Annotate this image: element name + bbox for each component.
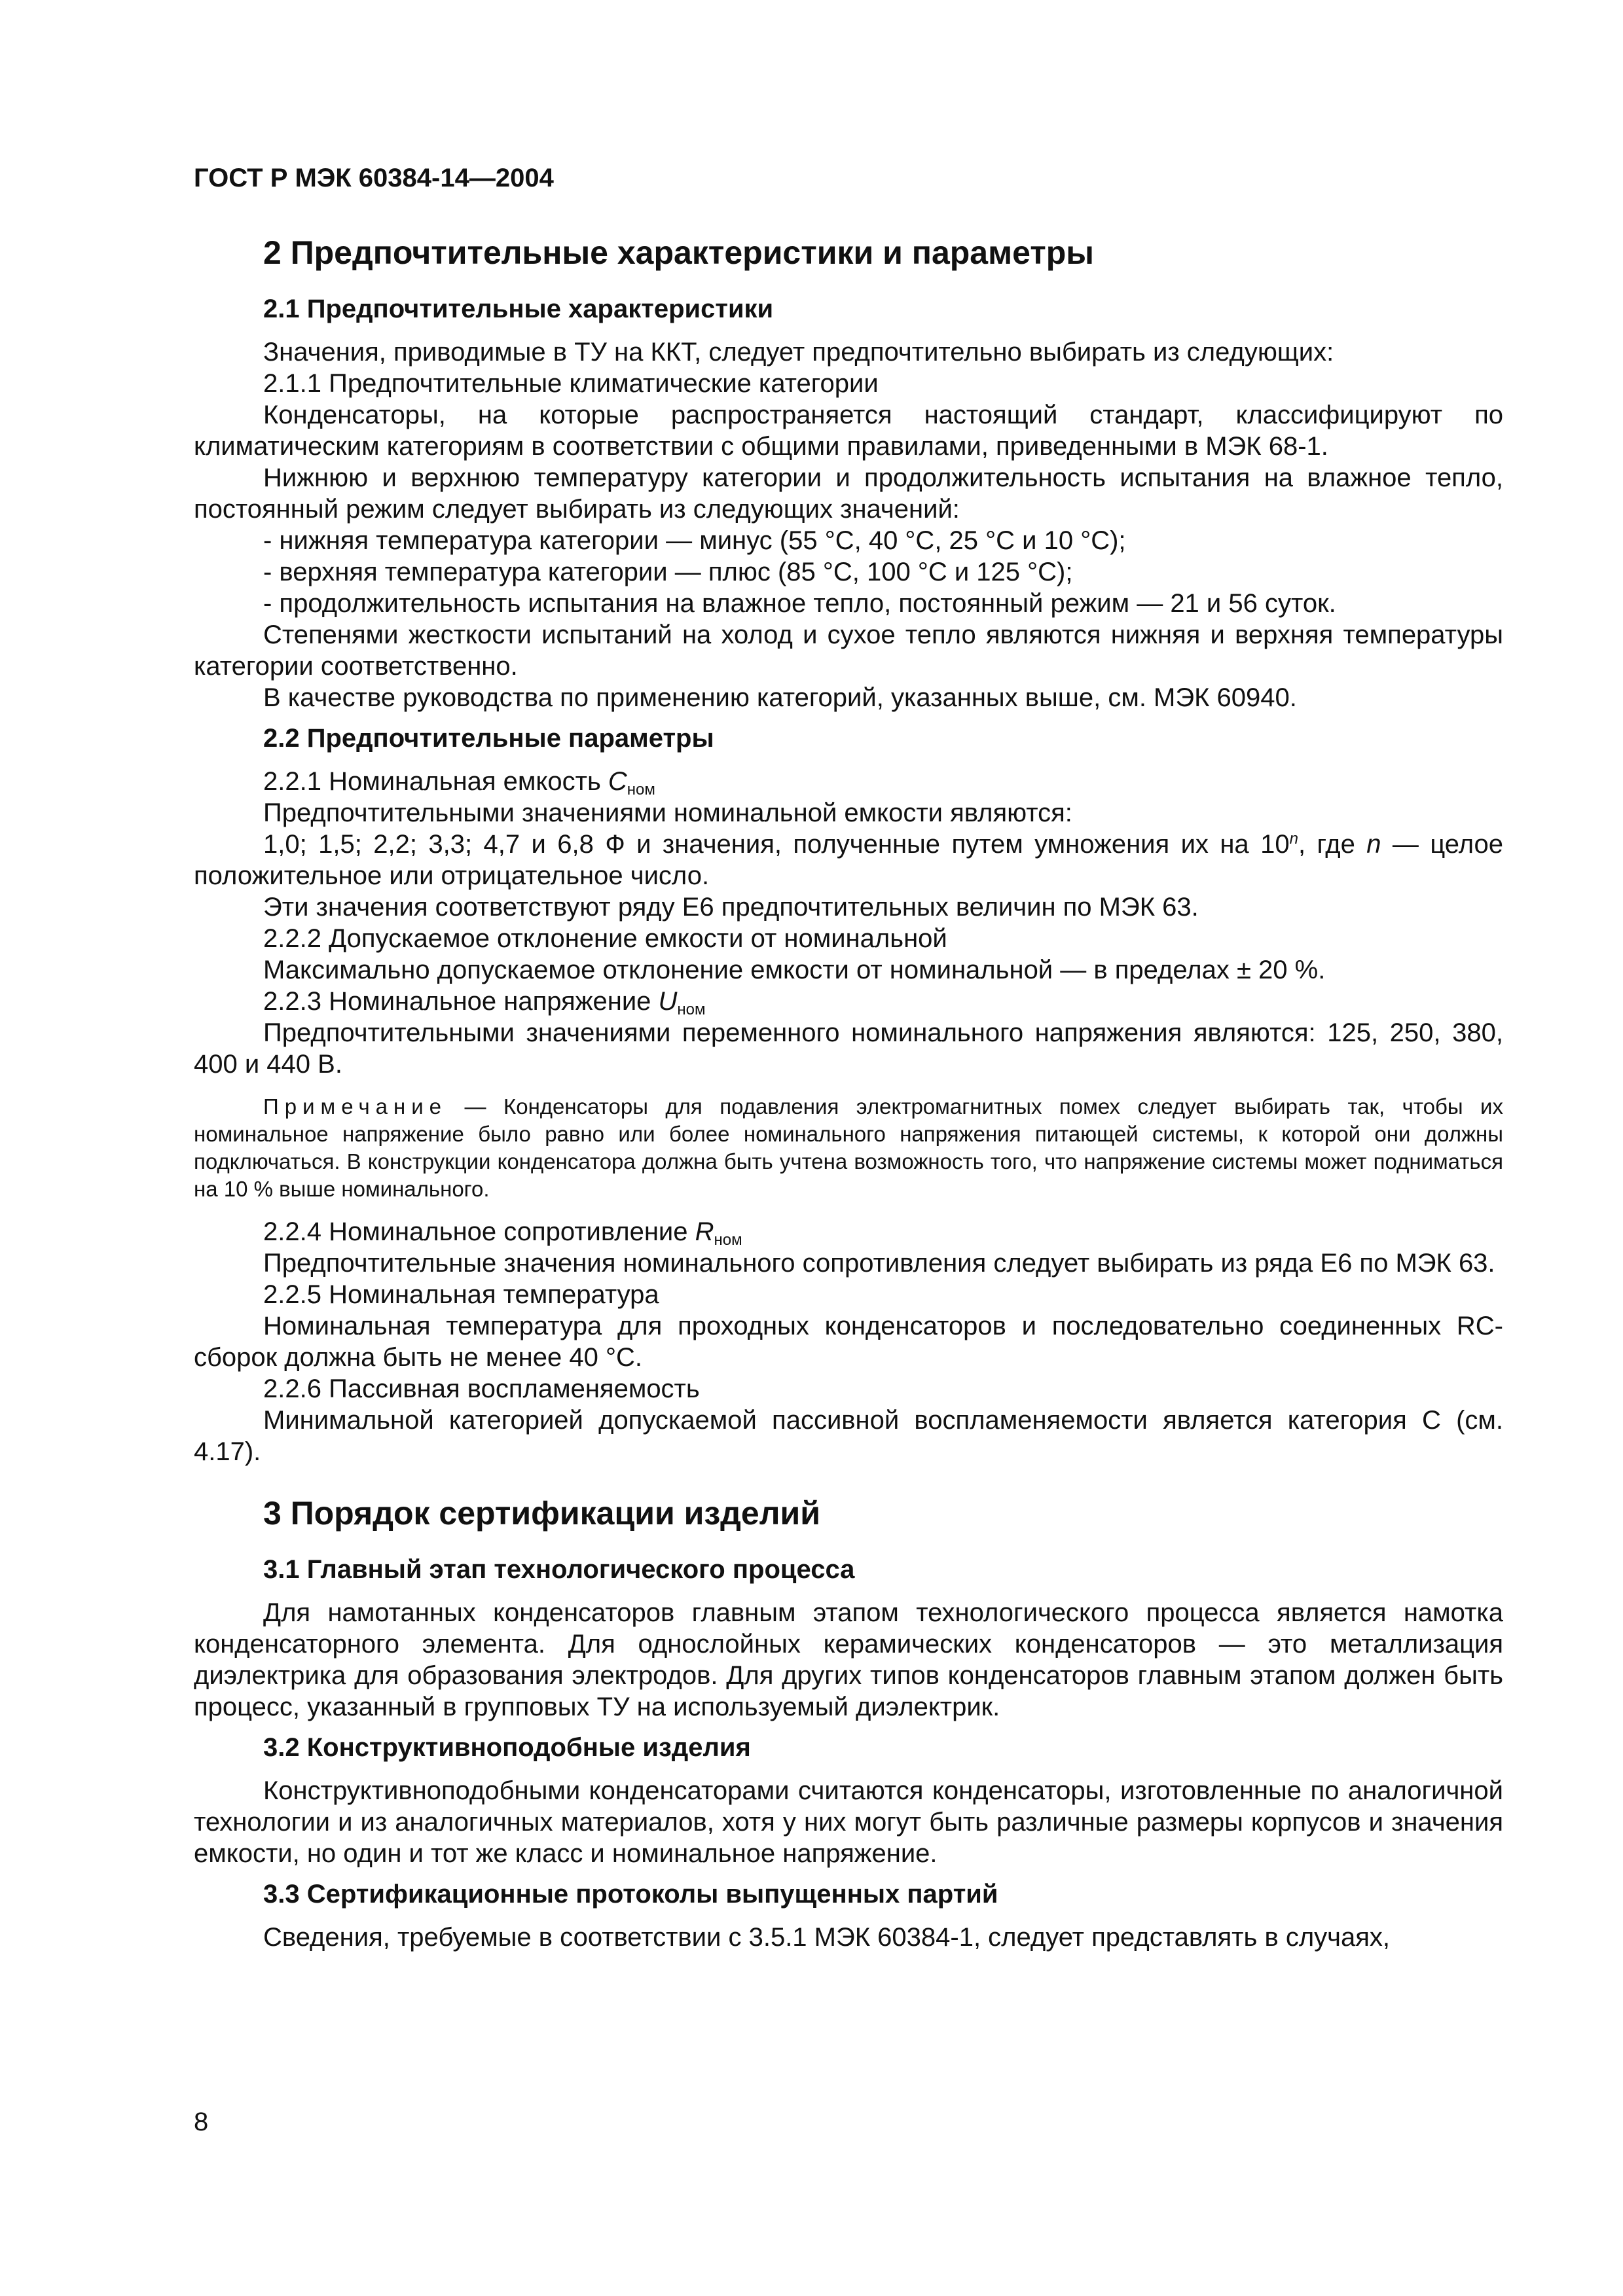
subsection-2-1-title: 2.1 Предпочтительные характеристики xyxy=(263,295,774,323)
clause-2-2-1 xyxy=(194,766,1503,797)
symbol: n xyxy=(1366,830,1381,859)
list-item: - верхняя температура категории — плюс (85 °С, 100 °С и 125 °С); xyxy=(263,558,1073,586)
paragraph: Конденсаторы, на которые распространяется настоящий стандарт, классифицируют по климатическим категориям в соответствии с общими правилами, приведенными в МЭК 68-1. xyxy=(194,401,1503,461)
clause-2-2-6: 2.2.6 Пассивная воспламеняемость xyxy=(263,1374,700,1403)
list-item: - продолжительность испытания на влажное тепло, постоянный режим — 21 и 56 суток. xyxy=(263,589,1336,618)
subscript: ном xyxy=(714,1231,742,1249)
paragraph: Предпочтительные значения номинального сопротивления следует выбирать из ряда Е6 по МЭК 63. xyxy=(263,1249,1495,1278)
list-item: - нижняя температура категории — минус (55 °С, 40 °С, 25 °С и 10 °С); xyxy=(263,526,1126,555)
clause-2-2-4 xyxy=(194,1216,1503,1247)
paragraph: Степенями жесткости испытаний на холод и сухое тепло являются нижняя и верхняя температуры категории соответственно. xyxy=(194,620,1503,681)
subsection-2-2-title: 2.2 Предпочтительные параметры xyxy=(263,724,714,753)
subsection-3-1-title: 3.1 Главный этап технологического процесса xyxy=(263,1555,855,1584)
symbol: R xyxy=(695,1217,714,1246)
clause-text: 2.2.3 Номинальное напряжение xyxy=(263,987,659,1016)
clause-2-2-5: 2.2.5 Номинальная температура xyxy=(263,1280,659,1309)
paragraph: Номинальная температура для проходных конденсаторов и последовательно соединенных RC-сборок должна быть не менее 40 °С. xyxy=(194,1312,1503,1372)
paragraph: Сведения, требуемые в соответствии с 3.5.1 МЭК 60384-1, следует представлять в случаях, xyxy=(263,1923,1391,1952)
clause-2-2-2: 2.2.2 Допускаемое отклонение емкости от номинальной xyxy=(263,924,947,953)
clause-2-1-1: 2.1.1 Предпочтительные климатические категории xyxy=(263,369,879,398)
note-label: Примечание xyxy=(263,1094,448,1119)
subscript: ном xyxy=(627,781,655,798)
paragraph xyxy=(194,829,1503,891)
paragraph: В качестве руководства по применению категорий, указанных выше, см. МЭК 60940. xyxy=(263,683,1297,712)
paragraph: Минимальной категорией допускаемой пассивной воспламеняемости является категория С (см. 4.17). xyxy=(194,1406,1503,1466)
symbol: U xyxy=(658,987,678,1016)
text-run: — целое положительное или отрицательное число. xyxy=(194,830,1504,890)
subscript: ном xyxy=(677,1001,706,1018)
paragraph: Для намотанных конденсаторов главным этапом технологического процесса является намотка конденсаторного элемента. Для однослойных керамических конденсаторов — это металлизация диэлектрика для образования электродов. Для других типов конденсаторов главным этапом должен быть процесс, указанный в групповых ТУ на используемый диэлектрик. xyxy=(194,1598,1503,1721)
note-text: — Конденсаторы для подавления электромагнитных помех следует выбирать так, чтобы их номинальное напряжение было равно или более номинального напряжения питающей системы, к которой они должны подключаться. В конструкции конденсатора должна быть учтена возможность того, что напряжение системы может подниматься на 10 % выше номинального. xyxy=(194,1094,1503,1201)
paragraph: Предпочтительными значениями переменного номинального напряжения являются: 125, 250, 380, 400 и 440 В. xyxy=(194,1018,1503,1079)
clause-2-2-3 xyxy=(194,986,1503,1017)
document-body xyxy=(194,229,1503,1953)
paragraph: Нижнюю и верхнюю температуру категории и продолжительность испытания на влажное тепло, постоянный режим следует выбирать из следующих значений: xyxy=(194,463,1503,524)
clause-text: 2.2.1 Номинальная емкость xyxy=(263,767,608,796)
symbol: C xyxy=(608,767,627,796)
paragraph: Эти значения соответствуют ряду Е6 предпочтительных величин по МЭК 63. xyxy=(263,893,1199,922)
superscript: n xyxy=(1289,830,1298,848)
document-header: ГОСТ Р МЭК 60384-14—2004 xyxy=(194,164,554,192)
paragraph: Конструктивноподобными конденсаторами считаются конденсаторы, изготовленные по аналогичной технологии и из аналогичных материалов, хотя у них могут быть различные размеры корпусов и значения емкости, но один и тот же класс и номинальное напряжение. xyxy=(194,1776,1503,1868)
section-3-title: 3 Порядок сертификации изделий xyxy=(263,1495,820,1532)
paragraph: Предпочтительными значениями номинальной емкости являются: xyxy=(263,798,1072,827)
paragraph: Значения, приводимые в ТУ на ККТ, следует предпочтительно выбирать из следующих: xyxy=(263,338,1334,367)
paragraph: Максимально допускаемое отклонение емкости от номинальной — в пределах ± 20 %. xyxy=(263,956,1326,984)
section-2-title: 2 Предпочтительные характеристики и параметры xyxy=(263,234,1094,271)
subsection-3-2-title: 3.2 Конструктивноподобные изделия xyxy=(263,1733,751,1762)
clause-text: 2.2.4 Номинальное сопротивление xyxy=(263,1217,695,1246)
text-run: , где xyxy=(1298,830,1367,859)
note xyxy=(194,1093,1503,1203)
page-number: 8 xyxy=(194,2108,209,2136)
subsection-3-3-title: 3.3 Сертификационные протоколы выпущенных партий xyxy=(263,1880,998,1909)
text-run: 1,0; 1,5; 2,2; 3,3; 4,7 и 6,8 Ф и значения, полученные путем умножения их на 10 xyxy=(263,830,1290,859)
